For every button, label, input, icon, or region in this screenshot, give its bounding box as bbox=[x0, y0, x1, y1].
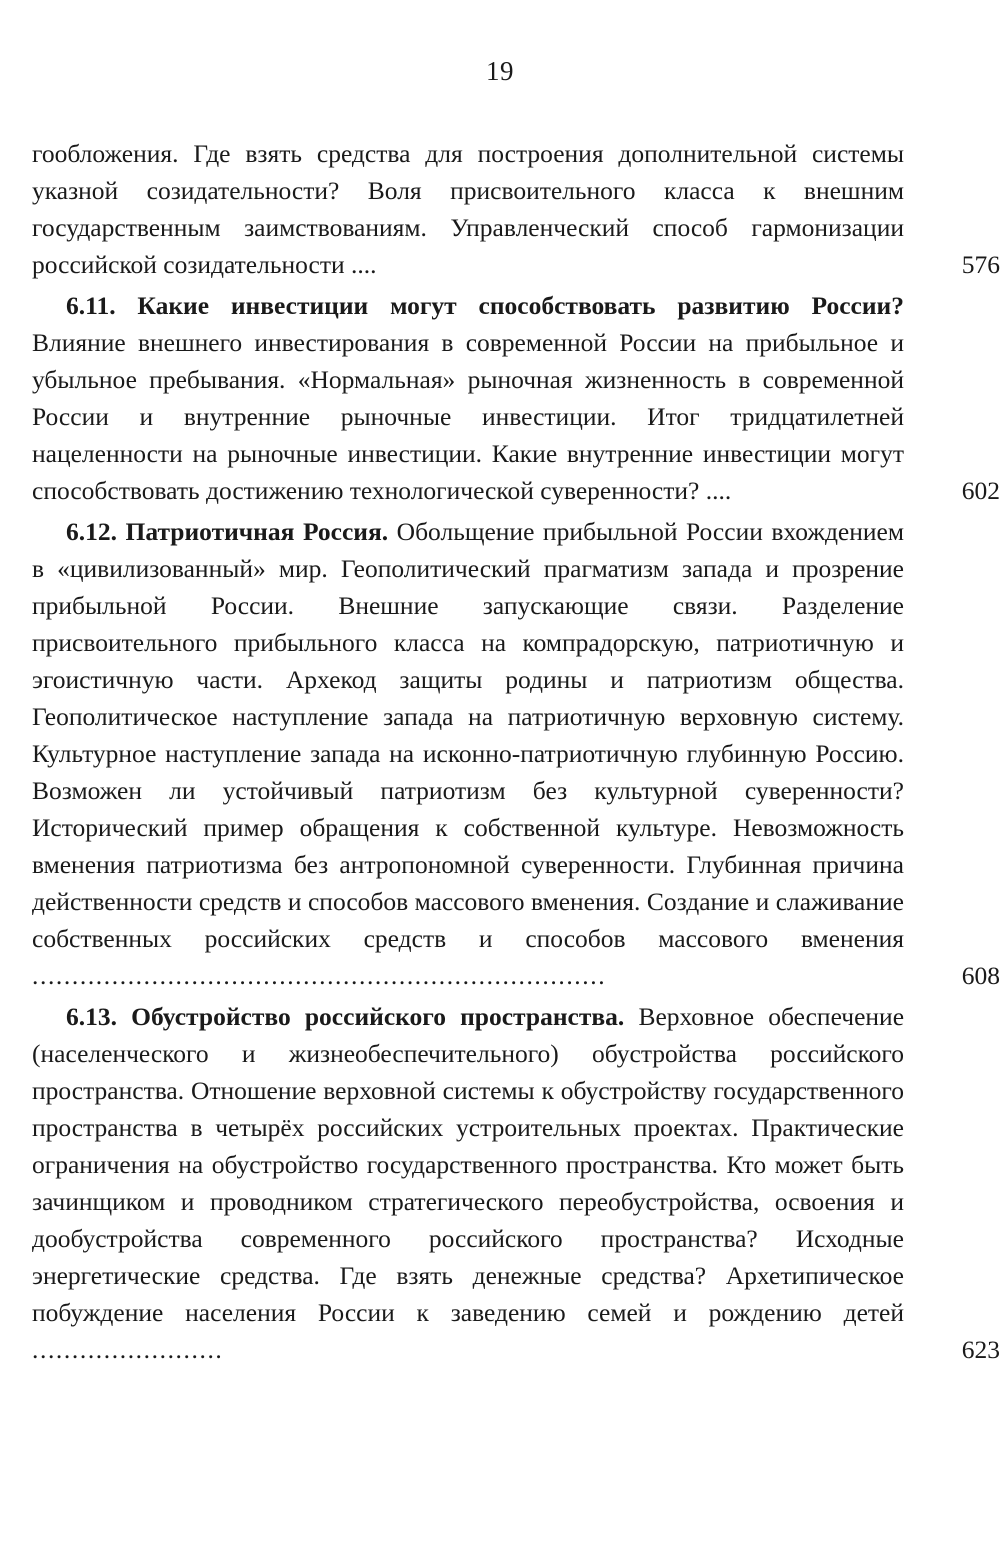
toc-entry-text: гообложения. Где взять средства для построения дополнительной системы указной созидательности? Воля присвоительного класса к внешним государственным заимствованиям. Управленческий способ гармонизации российской созидательности .... bbox=[32, 139, 904, 279]
toc-entry bbox=[32, 998, 1000, 1368]
toc-entry-heading: 6.13. Обустройство российского пространства. bbox=[66, 1002, 625, 1031]
toc-leader-dots: ........................ bbox=[32, 1335, 224, 1364]
toc-entry-page: 602 bbox=[961, 476, 1000, 505]
table-of-contents bbox=[32, 135, 1000, 1368]
toc-entry bbox=[32, 287, 1000, 509]
toc-entry-heading: 6.12. Патриотичная Россия. bbox=[66, 517, 389, 546]
toc-entry-body bbox=[32, 287, 904, 509]
toc-entry-page: 623 bbox=[961, 1335, 1000, 1364]
toc-entry-body bbox=[32, 998, 904, 1368]
toc-entry-text: Верховное обеспечение (населенческого и жизнеобеспечительного) обустройства российского пространства. Отношение верховной системы к обустройству государственного пространства в четырёх российских устроительных проектах. Практические ограничения на обустройство государственного пространства. Кто может быть зачинщиком и проводником стратегического переобустройства, освоения и дообустройства современного российского пространства? Исходные энергетические средства. Где взять денежные средства? Архетипическое побуждение населения России к заведению семей и рождению детей bbox=[32, 1002, 905, 1327]
toc-entry-page: 608 bbox=[961, 961, 1000, 990]
toc-entry-body bbox=[32, 513, 904, 994]
toc-entry-heading: 6.11. Какие инвестиции могут способствовать развитию России? bbox=[66, 291, 904, 320]
toc-entry-page: 576 bbox=[961, 250, 1000, 279]
page-number-folio: 19 bbox=[486, 56, 514, 86]
toc-leader-dots: ........................................................................ bbox=[32, 961, 607, 990]
toc-entry bbox=[32, 135, 1000, 283]
toc-entry bbox=[32, 513, 1000, 994]
document-page bbox=[0, 56, 1000, 1550]
toc-entry-text: Влияние внешнего инвестирования в современной России на прибыльное и убыльное пребывания. «Нормальная» рыночная жизненность в современной России и внутренние рыночные инвестиции. Итог тридцатилетней нацеленности на рыночные инвестиции. Какие внутренние инвестиции могут способствовать достижению технологической суверенности? .... bbox=[32, 328, 904, 505]
toc-entry-text: Обольщение прибыльной России вхождением в «цивилизованный» мир. Геополитический прагматизм запада и прозрение прибыльной России. Внешние запускающие связи. Разделение присвоительного прибыльного класса на компрадорскую, патриотичную и эгоистичную части. Архекод защиты родины и патриотизм общества. Геополитическое наступление запада на патриотичную верховную систему. Культурное наступление запада на исконно-патриотичную глубинную Россию. Возможен ли устойчивый патриотизм без культурной суверенности? Исторический пример обращения к собственной культуре. Невозможность вменения патриотизма без антропономной суверенности. Глубинная причина действенности средств и способов массового вменения. Создание и слаживание собственных российских средств и способов массового вменения bbox=[32, 517, 904, 953]
